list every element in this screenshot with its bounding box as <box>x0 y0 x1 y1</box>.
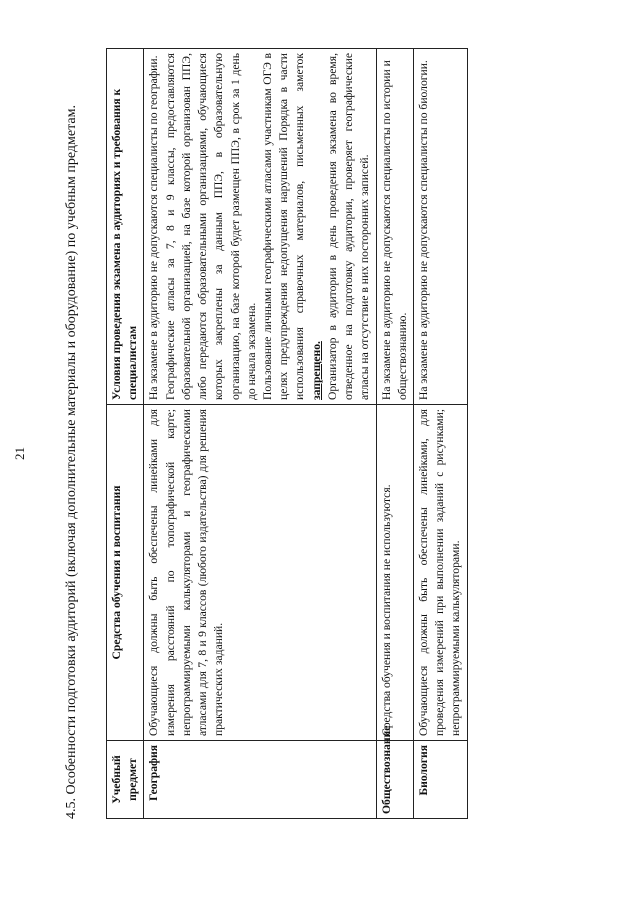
means-cell: Обучающиеся должны быть обеспечены линейками, для проведения измерений при выполнении заданий с рисунками; непрограммируемыми калькуляторами. <box>413 405 467 741</box>
condition-emphasis: запрещено. <box>309 341 323 400</box>
table-header-row <box>107 49 144 819</box>
conditions-cell <box>144 49 376 405</box>
means-cell: Обучающиеся должны быть обеспечены линейками для измерения расстояний по топографической карте; непрограммируемыми калькуляторами и географическими атласами для 7, 8 и 9 классов (любого издательства) для решения практических заданий. <box>144 405 376 741</box>
exam-conditions-table <box>106 48 468 819</box>
page-number: 21 <box>12 447 27 460</box>
subject-cell: География <box>144 741 376 819</box>
condition-text: Географические атласы за 7, 8 и 9 классы, предоставляются образовательной организацией, на базе которой организован ППЭ, либо передаются образовательными организациями, обучающиеся которых закреплены за данным ППЭ, в образовательную организацию, на базе которой будет размещен ППЭ, в срок за 1 день до начала экзамена. <box>163 53 258 400</box>
conditions-cell: На экзамене в аудиторию не допускаются специалисты по биологии. <box>413 49 467 405</box>
condition-paragraph <box>260 53 325 400</box>
condition-text: На экзамене в аудиторию не допускаются специалисты по географии. <box>147 55 161 400</box>
header-conditions: Условия проведения экзамена в аудиториях и требования к специалистам <box>107 49 144 405</box>
header-subject: Учебный предмет <box>107 741 144 819</box>
subject-cell: Биология <box>413 741 467 819</box>
header-means: Средства обучения и воспитания <box>107 405 144 741</box>
means-cell: Средства обучения и воспитания не используются. <box>376 405 413 741</box>
subject-cell: Обществознание <box>376 741 413 819</box>
table-row-social-studies <box>376 49 413 819</box>
table-row-geography <box>144 49 376 819</box>
condition-text: Пользование личными географическими атласами участникам ОГЭ в целях предупреждения недопущения нарушений Порядка в части использования справочных материалов, письменных заметок <box>260 53 307 400</box>
table-row-biology <box>413 49 467 819</box>
condition-text: Организатор в аудитории в день проведения экзамена во время, отведенное на подготовку аудитории, проверяет географические атласы на отсутствие в них посторонних записей. <box>325 53 372 400</box>
conditions-cell: На экзамене в аудиторию не допускаются специалисты по истории и обществознанию. <box>376 49 413 405</box>
section-heading: 4.5. Особенности подготовки аудиторий (включая дополнительные материалы и оборудование) по учебным предметам. <box>64 105 79 819</box>
